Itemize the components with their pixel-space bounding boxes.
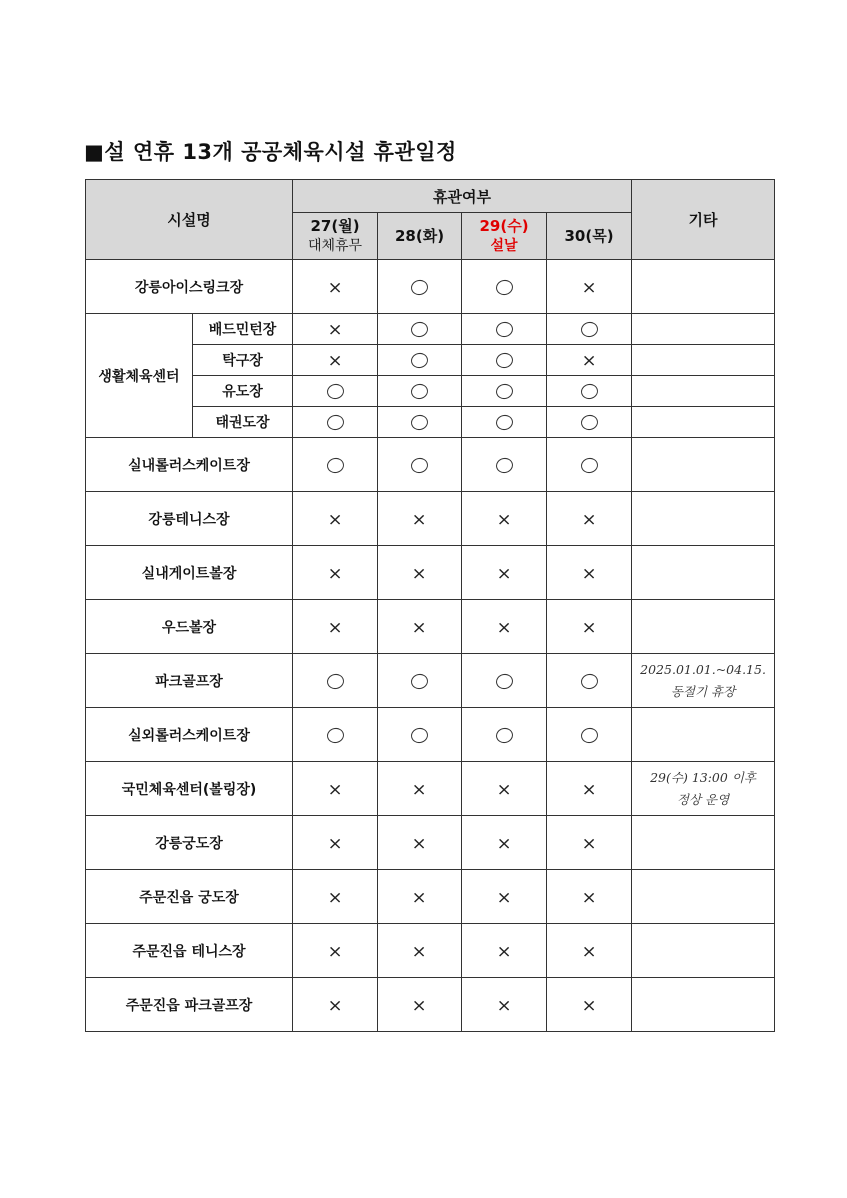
closed-mark: [293, 978, 378, 1032]
table-row: [86, 816, 775, 870]
table-row: [86, 546, 775, 600]
open-mark: [378, 260, 462, 314]
facility-name: 태권도장: [193, 407, 293, 438]
cross-icon: ×: [412, 833, 427, 854]
cross-icon: ×: [581, 563, 597, 584]
open-mark: [378, 345, 462, 376]
cross-icon: ×: [412, 563, 427, 584]
facility-name: 주문진읍 궁도장: [86, 870, 293, 924]
day-note: 설날: [490, 238, 518, 254]
closed-mark: [547, 978, 632, 1032]
closed-mark: [378, 492, 462, 546]
closed-mark: [547, 816, 632, 870]
circle-icon: [579, 413, 599, 431]
closed-mark: [293, 314, 378, 345]
circle-icon: [494, 726, 514, 744]
circle-icon: [579, 726, 599, 744]
note-line: 29(수) 13:00 이후: [650, 769, 756, 785]
open-mark: [462, 708, 547, 762]
table-row: [86, 762, 775, 816]
header-closure: 휴관여부: [293, 180, 632, 213]
closed-mark: [378, 870, 462, 924]
facility-name: 강릉테니스장: [86, 492, 293, 546]
table-row: [86, 708, 775, 762]
open-mark: [462, 438, 547, 492]
closed-mark: [293, 924, 378, 978]
facility-name: 탁구장: [193, 345, 293, 376]
note-cell: [632, 600, 775, 654]
closed-mark: [462, 762, 547, 816]
circle-icon: [410, 382, 430, 400]
closed-mark: [462, 816, 547, 870]
cross-icon: ×: [412, 941, 427, 962]
open-mark: [462, 654, 547, 708]
note-cell: [632, 924, 775, 978]
circle-icon: [410, 456, 430, 474]
header-day-1: [293, 213, 378, 260]
closed-mark: [378, 546, 462, 600]
open-mark: [462, 260, 547, 314]
open-mark: [547, 654, 632, 708]
closed-mark: [462, 978, 547, 1032]
open-mark: [378, 376, 462, 407]
facility-name: 주문진읍 파크골프장: [86, 978, 293, 1032]
facility-name: 우드볼장: [86, 600, 293, 654]
closed-mark: [378, 924, 462, 978]
cross-icon: ×: [496, 995, 512, 1016]
table-row: [86, 492, 775, 546]
open-mark: [293, 407, 378, 438]
day-date: 28(화): [394, 227, 445, 245]
header-day-3: [462, 213, 547, 260]
facility-name: 주문진읍 테니스장: [86, 924, 293, 978]
cross-icon: ×: [496, 941, 512, 962]
circle-icon: [410, 320, 430, 338]
note-cell: [632, 546, 775, 600]
facility-name: 실외롤러스케이트장: [86, 708, 293, 762]
closed-mark: [293, 260, 378, 314]
open-mark: [293, 438, 378, 492]
cross-icon: ×: [412, 779, 427, 800]
note-line: 정상 운영: [676, 791, 730, 807]
open-mark: [547, 314, 632, 345]
cross-icon: ×: [581, 779, 597, 800]
circle-icon: [579, 382, 599, 400]
facility-name: 실내게이트볼장: [86, 546, 293, 600]
table-row: [86, 314, 775, 345]
closed-mark: [547, 492, 632, 546]
closed-mark: [293, 816, 378, 870]
cross-icon: ×: [327, 351, 343, 371]
cross-icon: ×: [581, 833, 597, 854]
cross-icon: ×: [327, 995, 343, 1016]
closed-mark: [547, 345, 632, 376]
closed-mark: [462, 492, 547, 546]
facility-name: 유도장: [193, 376, 293, 407]
circle-icon: [325, 382, 345, 400]
circle-icon: [494, 320, 514, 338]
cross-icon: ×: [412, 617, 427, 638]
closed-mark: [293, 345, 378, 376]
note-cell: [632, 407, 775, 438]
header-day-4: [547, 213, 632, 260]
cross-icon: ×: [412, 887, 427, 908]
note-cell: [632, 654, 775, 708]
day-date: 27(월): [310, 217, 360, 235]
facility-name: 강릉아이스링크장: [86, 260, 293, 314]
note-cell: [632, 314, 775, 345]
open-mark: [547, 407, 632, 438]
closed-mark: [462, 870, 547, 924]
closure-schedule-table: [85, 179, 775, 1032]
cross-icon: ×: [581, 617, 597, 638]
circle-icon: [410, 672, 430, 690]
table-row: [86, 870, 775, 924]
closed-mark: [293, 762, 378, 816]
cross-icon: ×: [581, 509, 597, 530]
note-cell: [632, 376, 775, 407]
circle-icon: [325, 672, 345, 690]
closed-mark: [378, 978, 462, 1032]
table-row: [86, 438, 775, 492]
circle-icon: [494, 278, 514, 296]
cross-icon: ×: [581, 941, 597, 962]
circle-icon: [494, 672, 514, 690]
note-cell: [632, 260, 775, 314]
closed-mark: [462, 600, 547, 654]
circle-icon: [494, 351, 514, 369]
circle-icon: [410, 413, 430, 431]
note-cell: [632, 762, 775, 816]
circle-icon: [325, 413, 345, 431]
note-cell: [632, 816, 775, 870]
closed-mark: [293, 870, 378, 924]
circle-icon: [494, 382, 514, 400]
page-title: ■설 연휴 13개 공공체육시설 휴관일정: [84, 140, 457, 164]
open-mark: [293, 708, 378, 762]
facility-name: 배드민턴장: [193, 314, 293, 345]
note-line: 동절기 휴장: [670, 683, 736, 699]
facility-name: 실내롤러스케이트장: [86, 438, 293, 492]
closed-mark: [547, 600, 632, 654]
day-date: 29(수): [479, 217, 529, 235]
closed-mark: [378, 816, 462, 870]
header-other: 기타: [632, 180, 775, 260]
closed-mark: [547, 924, 632, 978]
open-mark: [378, 407, 462, 438]
closed-mark: [293, 600, 378, 654]
facility-name: 파크골프장: [86, 654, 293, 708]
circle-icon: [410, 726, 430, 744]
open-mark: [293, 654, 378, 708]
circle-icon: [325, 726, 345, 744]
closed-mark: [293, 492, 378, 546]
closed-mark: [378, 762, 462, 816]
open-mark: [462, 407, 547, 438]
closed-mark: [462, 546, 547, 600]
closed-mark: [547, 762, 632, 816]
cross-icon: ×: [581, 887, 597, 908]
facility-name: 강릉궁도장: [86, 816, 293, 870]
open-mark: [547, 438, 632, 492]
circle-icon: [494, 456, 514, 474]
closed-mark: [547, 870, 632, 924]
cross-icon: ×: [496, 509, 512, 530]
cross-icon: ×: [327, 941, 343, 962]
facility-name: 국민체육센터(볼링장): [86, 762, 293, 816]
open-mark: [378, 654, 462, 708]
open-mark: [462, 376, 547, 407]
cross-icon: ×: [581, 351, 597, 371]
circle-icon: [579, 672, 599, 690]
closed-mark: [547, 546, 632, 600]
open-mark: [293, 376, 378, 407]
circle-icon: [579, 320, 599, 338]
note-cell: [632, 438, 775, 492]
circle-icon: [494, 413, 514, 431]
open-mark: [378, 708, 462, 762]
table-row: [86, 654, 775, 708]
note-cell: [632, 870, 775, 924]
closed-mark: [547, 260, 632, 314]
header-day-2: [378, 213, 462, 260]
group-name: 생활체육센터: [86, 314, 193, 438]
circle-icon: [410, 351, 430, 369]
cross-icon: ×: [327, 887, 343, 908]
open-mark: [462, 314, 547, 345]
note-cell: [632, 978, 775, 1032]
table-row: [86, 260, 775, 314]
cross-icon: ×: [496, 833, 512, 854]
open-mark: [547, 708, 632, 762]
open-mark: [462, 345, 547, 376]
cross-icon: ×: [581, 277, 597, 298]
open-mark: [378, 314, 462, 345]
note-cell: [632, 492, 775, 546]
circle-icon: [410, 278, 430, 296]
cross-icon: ×: [496, 563, 512, 584]
closed-mark: [293, 546, 378, 600]
cross-icon: ×: [327, 833, 343, 854]
cross-icon: ×: [327, 509, 343, 530]
day-date: 30(목): [564, 227, 614, 245]
table-row: [86, 978, 775, 1032]
cross-icon: ×: [496, 779, 512, 800]
day-note: 대체휴무: [307, 238, 363, 254]
circle-icon: [325, 456, 345, 474]
closed-mark: [462, 924, 547, 978]
header-facility: 시설명: [86, 180, 293, 260]
cross-icon: ×: [581, 995, 597, 1016]
open-mark: [547, 376, 632, 407]
cross-icon: ×: [327, 617, 343, 638]
note-cell: [632, 345, 775, 376]
cross-icon: ×: [412, 509, 427, 530]
note-line: 2025.01.01.~04.15.: [640, 661, 766, 677]
open-mark: [378, 438, 462, 492]
table-row: [86, 924, 775, 978]
cross-icon: ×: [496, 617, 512, 638]
cross-icon: ×: [412, 995, 427, 1016]
circle-icon: [579, 456, 599, 474]
cross-icon: ×: [327, 563, 343, 584]
cross-icon: ×: [327, 779, 343, 800]
cross-icon: ×: [327, 320, 343, 340]
note-cell: [632, 708, 775, 762]
table-row: [86, 600, 775, 654]
cross-icon: ×: [327, 277, 343, 298]
cross-icon: ×: [496, 887, 512, 908]
closed-mark: [378, 600, 462, 654]
